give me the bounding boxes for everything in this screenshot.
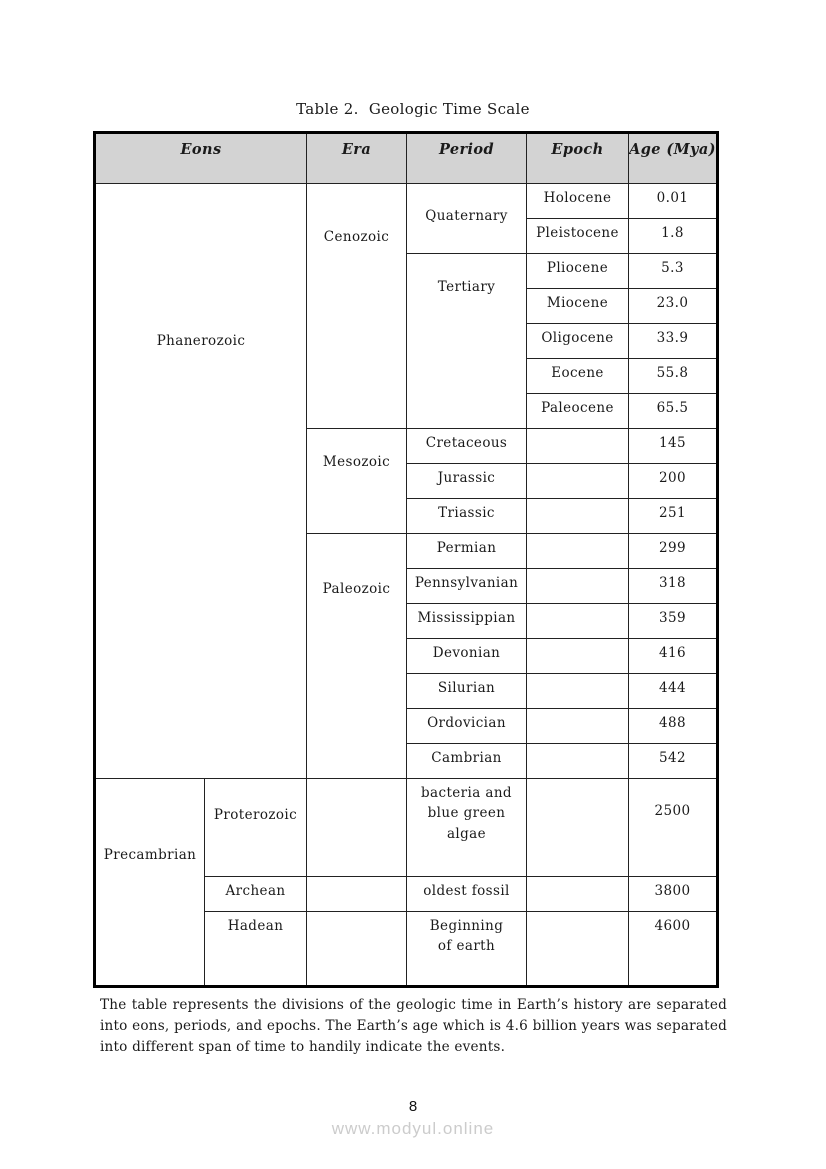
cell-period-mississippian: Mississippian xyxy=(407,604,527,639)
cell-era-empty xyxy=(307,912,407,987)
cell-note-proterozoic: bacteria and blue green algae xyxy=(407,779,527,877)
cell-age-ordovician: 488 xyxy=(629,709,718,744)
cell-epoch-empty xyxy=(527,639,629,674)
geologic-time-table xyxy=(93,131,719,988)
cell-era-cenozoic: Cenozoic xyxy=(307,184,407,429)
table-caption: The table represents the divisions of the geologic time in Earth’s history are separated into eons, periods, and epochs. The Earth’s age which is 4.6 billion years was separated into different span of time to handily indicate the events. xyxy=(100,997,727,1055)
cell-age-miocene: 23.0 xyxy=(629,289,718,324)
header-epoch: Epoch xyxy=(527,133,629,184)
watermark: www.modyul.online xyxy=(331,1119,495,1138)
header-period: Period xyxy=(407,133,527,184)
cell-epoch-holocene: Holocene xyxy=(527,184,629,219)
page-number: 8 xyxy=(408,1098,418,1115)
cell-age-pleistocene: 1.8 xyxy=(629,219,718,254)
cell-age-mississippian: 359 xyxy=(629,604,718,639)
table-title: Table 2. Geologic Time Scale xyxy=(296,100,530,118)
cell-era-empty xyxy=(307,779,407,877)
cell-age-pliocene: 5.3 xyxy=(629,254,718,289)
cell-era-paleozoic: Paleozoic xyxy=(307,534,407,779)
cell-age-pennsylvanian: 318 xyxy=(629,569,718,604)
cell-epoch-empty xyxy=(527,534,629,569)
cell-era-proterozoic: Proterozoic xyxy=(205,779,307,877)
cell-age-paleocene: 65.5 xyxy=(629,394,718,429)
cell-epoch-empty xyxy=(527,464,629,499)
cell-period-silurian: Silurian xyxy=(407,674,527,709)
cell-epoch-eocene: Eocene xyxy=(527,359,629,394)
cell-age-devonian: 416 xyxy=(629,639,718,674)
cell-eon-phanerozoic: Phanerozoic xyxy=(95,184,307,779)
cell-epoch-empty xyxy=(527,877,629,912)
cell-period-cambrian: Cambrian xyxy=(407,744,527,779)
cell-epoch-paleocene: Paleocene xyxy=(527,394,629,429)
cell-period-triassic: Triassic xyxy=(407,499,527,534)
cell-eon-precambrian: Precambrian xyxy=(95,779,205,987)
cell-age-cretaceous: 145 xyxy=(629,429,718,464)
cell-epoch-empty xyxy=(527,429,629,464)
cell-period-ordovician: Ordovician xyxy=(407,709,527,744)
cell-age-cambrian: 542 xyxy=(629,744,718,779)
cell-era-archean: Archean xyxy=(205,877,307,912)
cell-era-mesozoic: Mesozoic xyxy=(307,429,407,534)
cell-epoch-empty xyxy=(527,709,629,744)
cell-period-devonian: Devonian xyxy=(407,639,527,674)
table-row xyxy=(95,184,718,219)
cell-epoch-empty xyxy=(527,499,629,534)
cell-note-hadean: Beginning of earth xyxy=(407,912,527,987)
table-header-row xyxy=(95,133,718,184)
cell-age-triassic: 251 xyxy=(629,499,718,534)
cell-period-jurassic: Jurassic xyxy=(407,464,527,499)
cell-epoch-oligocene: Oligocene xyxy=(527,324,629,359)
cell-age-eocene: 55.8 xyxy=(629,359,718,394)
cell-age-proterozoic: 2500 xyxy=(629,779,718,877)
cell-age-hadean: 4600 xyxy=(629,912,718,987)
cell-period-tertiary: Tertiary xyxy=(407,254,527,429)
cell-age-jurassic: 200 xyxy=(629,464,718,499)
cell-epoch-empty xyxy=(527,912,629,987)
cell-age-permian: 299 xyxy=(629,534,718,569)
cell-era-hadean: Hadean xyxy=(205,912,307,987)
cell-period-permian: Permian xyxy=(407,534,527,569)
cell-epoch-pleistocene: Pleistocene xyxy=(527,219,629,254)
cell-age-oligocene: 33.9 xyxy=(629,324,718,359)
cell-epoch-empty xyxy=(527,674,629,709)
cell-epoch-empty xyxy=(527,779,629,877)
cell-age-holocene: 0.01 xyxy=(629,184,718,219)
cell-epoch-empty xyxy=(527,569,629,604)
cell-epoch-empty xyxy=(527,744,629,779)
cell-epoch-empty xyxy=(527,604,629,639)
cell-epoch-pliocene: Pliocene xyxy=(527,254,629,289)
cell-period-cretaceous: Cretaceous xyxy=(407,429,527,464)
header-eons: Eons xyxy=(95,133,307,184)
cell-epoch-miocene: Miocene xyxy=(527,289,629,324)
cell-period-quaternary: Quaternary xyxy=(407,184,527,254)
cell-note-archean: oldest fossil xyxy=(407,877,527,912)
cell-period-pennsylvanian: Pennsylvanian xyxy=(407,569,527,604)
header-era: Era xyxy=(307,133,407,184)
cell-age-archean: 3800 xyxy=(629,877,718,912)
cell-era-empty xyxy=(307,877,407,912)
header-age: Age (Mya) xyxy=(629,133,718,184)
table-row xyxy=(95,779,718,877)
cell-age-silurian: 444 xyxy=(629,674,718,709)
